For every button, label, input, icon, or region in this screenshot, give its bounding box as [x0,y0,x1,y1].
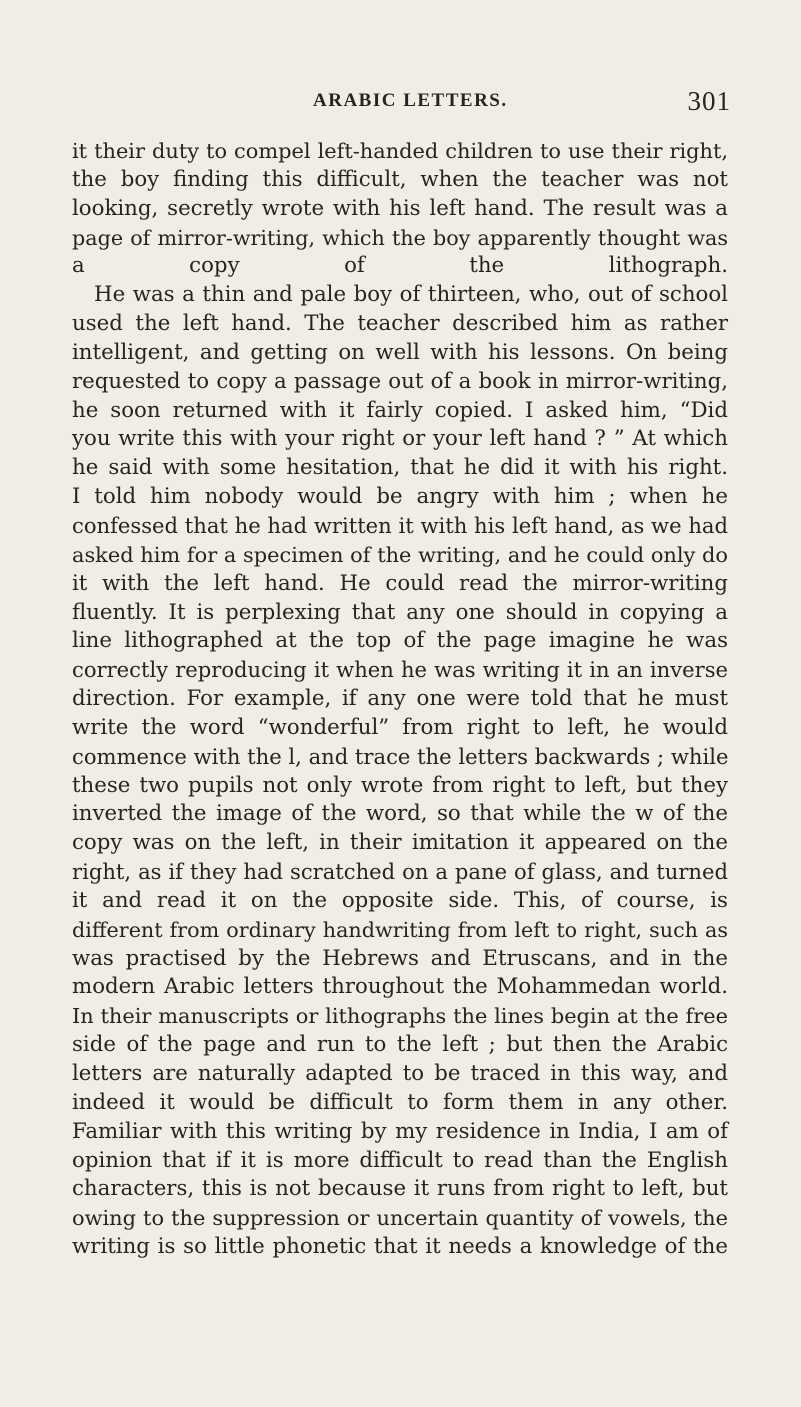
text-line: owing to the suppression or uncertain quantity of vowels, the [72,1206,728,1231]
text-line: it their duty to compel left-handed children to use their right, [72,139,728,163]
body-text [72,137,728,1262]
text-line: He was a thin and pale boy of thirteen, who, out of school [94,282,728,308]
text-line: indeed it would be difficult to form them in any other. [72,1089,728,1115]
running-title: ARABIC LETTERS. [313,90,508,111]
text-line: requested to copy a passage out of a book in mirror-writing, [72,368,728,394]
text-line: characters, this is not because it runs from right to left, but [72,1176,728,1202]
text-line: commence with the l, and trace the letters backwards ; while [72,743,729,769]
text-line: he soon returned with it fairly copied. I asked him, “Did [72,397,728,423]
text-line: these two pupils not only wrote from right to left, but they [72,772,728,798]
text-line: it and read it on the opposite side. This, of course, is [72,887,728,913]
text-line: letters are naturally adapted to be traced in this way, and [72,1061,728,1086]
text-line: asked him for a specimen of the writing, and he could only do [72,542,728,567]
text-line: I told him nobody would be angry with him ; when he [72,484,728,510]
text-line: side of the page and run to the left ; but then the Arabic [72,1032,728,1058]
text-line: page of mirror-writing, which the boy apparently thought was [72,225,728,250]
text-line: a copy of the lithograph. [72,253,728,279]
text-line: correctly reproducing it when he was writing it in an inverse [72,657,728,683]
text-line: Familiar with this writing by my residence in India, I am of [72,1118,728,1144]
text-line: he said with some hesitation, that he did it with his right. [72,455,728,481]
running-head [0,86,801,122]
text-line: looking, secretly wrote with his left hand. The result was a [72,195,728,221]
text-line: In their manuscripts or lithographs the lines begin at the free [72,1004,728,1029]
text-line: inverted the image of the word, so that while the w of the [72,801,728,827]
text-line: copy was on the left, in their imitation it appeared on the [72,830,728,856]
text-line: different from ordinary handwriting from left to right, such as [72,917,728,942]
text-line: writing is so little phonetic that it needs a knowledge of the [72,1234,728,1260]
text-line: it with the left hand. He could read the mirror-writing [72,570,728,596]
text-line: fluently. It is perplexing that any one should in copying a [72,599,728,625]
text-line: confessed that he had written it with his left hand, as we had [72,512,728,538]
text-line: you write this with your right or your left hand ? ” At which [72,426,728,452]
page-number: 301 [687,86,731,116]
text-line: modern Arabic letters throughout the Mohammedan world. [72,974,728,1000]
text-line: was practised by the Hebrews and Etruscans, and in the [72,945,728,971]
text-line: used the left hand. The teacher described him as rather [72,311,728,337]
text-line: write the word “wonderful” from right to left, he would [72,714,728,740]
text-line: right, as if they had scratched on a pane of glass, and turned [72,859,728,885]
text-line: intelligent, and getting on well with his lessons. On being [72,339,728,365]
text-line: the boy finding this difficult, when the teacher was not [72,166,728,192]
text-line: direction. For example, if any one were told that he must [72,686,728,712]
text-line: line lithographed at the top of the page imagine he was [72,628,728,654]
text-line: opinion that if it is more difficult to read than the English [72,1147,728,1173]
